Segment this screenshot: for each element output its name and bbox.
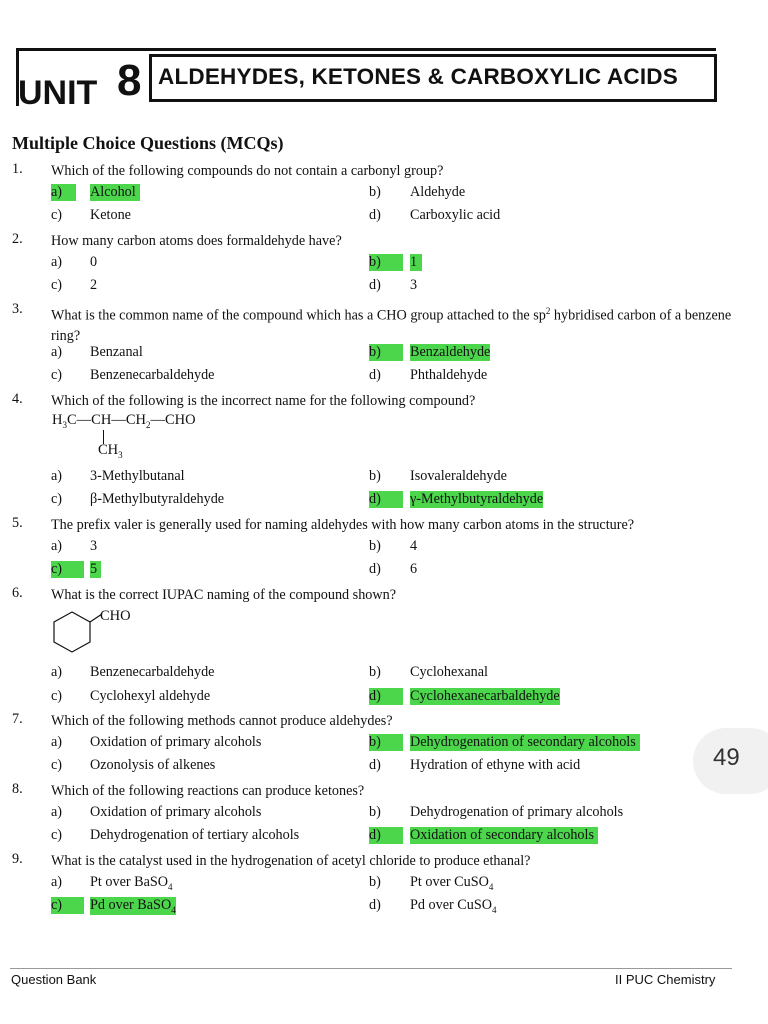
option-text: 4 xyxy=(410,538,418,554)
option-label: d) xyxy=(369,688,403,705)
question-number: 4. xyxy=(12,391,23,407)
option-text: β-Methylbutyraldehyde xyxy=(90,491,225,507)
option-label: c) xyxy=(51,207,63,223)
option-label: d) xyxy=(369,561,381,577)
option-label: a) xyxy=(51,664,63,680)
option-text: 3-Methylbutanal xyxy=(90,468,185,484)
option-text: Oxidation of secondary alcohols xyxy=(410,827,598,844)
unit-number: 8 xyxy=(117,56,142,105)
option-label: b) xyxy=(369,734,403,751)
question-text: Which of the following compounds do not contain a carbonyl group? xyxy=(51,163,444,179)
option-text: 3 xyxy=(90,538,98,554)
option-label: c) xyxy=(51,367,63,383)
footer-divider xyxy=(10,968,732,969)
option-label: c) xyxy=(51,491,63,507)
option-label: b) xyxy=(369,344,403,361)
option-label: a) xyxy=(51,734,63,750)
option-text: Ketone xyxy=(90,207,131,223)
option-text: Benzanal xyxy=(90,344,143,360)
option-text: Oxidation of primary alcohols xyxy=(90,804,262,820)
option-text: Cyclohexyl aldehyde xyxy=(90,688,211,704)
option-text: Pd over CuSO$_4$ xyxy=(410,897,497,915)
section-title: Multiple Choice Questions (MCQs) xyxy=(12,133,284,153)
option-label: a) xyxy=(51,874,63,890)
question-text: What is the correct IUPAC naming of the compound shown? xyxy=(51,587,397,603)
option-label: d) xyxy=(369,897,381,913)
question-text: Which of the following reactions can produce ketones? xyxy=(51,783,365,799)
option-text: Hydration of ethyne with acid xyxy=(410,757,581,773)
option-label: d) xyxy=(369,207,381,223)
page-number-badge: 49 xyxy=(693,728,768,794)
question-text: Which of the following is the incorrect name for the following compound? xyxy=(51,393,476,409)
option-text: 5 xyxy=(90,561,101,578)
option-label: a) xyxy=(51,804,63,820)
option-label: b) xyxy=(369,184,381,200)
option-text: Cyclohexanal xyxy=(410,664,489,680)
question-text: The prefix valer is generally used for naming aldehydes with how many carbon atoms in the structure? xyxy=(51,517,635,533)
chapter-title: ALDEHYDES, KETONES & CARBOXYLIC ACIDS xyxy=(158,64,678,89)
option-text: 0 xyxy=(90,254,98,270)
question-number: 8. xyxy=(12,781,23,797)
option-label: c) xyxy=(51,897,84,914)
option-text: Ozonolysis of alkenes xyxy=(90,757,216,773)
question-text: What is the catalyst used in the hydrogenation of acetyl chloride to produce ethanal? xyxy=(51,853,531,869)
option-text: Benzenecarbaldehyde xyxy=(90,664,215,680)
option-label: a) xyxy=(51,468,63,484)
option-label: b) xyxy=(369,804,381,820)
question-number: 9. xyxy=(12,851,23,867)
option-text: 3 xyxy=(410,277,418,293)
option-text: γ-Methylbutyraldehyde xyxy=(410,491,544,507)
option-text: Pd over BaSO$_4$ xyxy=(90,897,176,915)
option-label: b) xyxy=(369,664,381,680)
question-number: 7. xyxy=(12,711,23,727)
option-label: a) xyxy=(51,538,63,554)
option-text: Pt over CuSO$_4$ xyxy=(410,874,494,892)
option-text: 2 xyxy=(90,277,98,293)
option-label: b) xyxy=(369,538,381,554)
footer-left: Question Bank xyxy=(11,972,97,987)
option-text: Dehydrogenation of secondary alcohols xyxy=(410,734,640,751)
option-label: b) xyxy=(369,468,381,484)
option-text: 6 xyxy=(410,561,418,577)
methyl-group: $CH_3$ xyxy=(98,442,123,460)
option-text: Carboxylic acid xyxy=(410,207,501,223)
option-text: Cyclohexanecarbaldehyde xyxy=(410,688,560,704)
option-text: Pt over BaSO$_4$ xyxy=(90,874,173,892)
question-number: 2. xyxy=(12,231,23,247)
option-label: c) xyxy=(51,757,63,773)
option-label: d) xyxy=(369,491,403,508)
option-label: d) xyxy=(369,367,381,383)
question-text: What is the common name of the compound which has a CHO group attached to the $sp^2$ hybridised carbon of a benzene ring? xyxy=(51,306,732,344)
option-label: a) xyxy=(51,254,63,270)
option-label: c) xyxy=(51,827,63,843)
option-text: Oxidation of primary alcohols xyxy=(90,734,262,750)
question-text: How many carbon atoms does formaldehyde have? xyxy=(51,233,342,249)
option-text: 1 xyxy=(410,254,422,271)
question-number: 1. xyxy=(12,161,23,177)
option-label: a) xyxy=(51,344,63,360)
question-text: Which of the following methods cannot produce aldehydes? xyxy=(51,713,393,729)
option-text: Isovaleraldehyde xyxy=(410,468,507,484)
option-text: Dehydrogenation of primary alcohols xyxy=(410,804,624,820)
option-label: d) xyxy=(369,757,381,773)
option-text: Phthaldehyde xyxy=(410,367,488,383)
option-text: Benzaldehyde xyxy=(410,344,491,360)
structural-formula: $H_3C—CH—CH_2—CHO$ xyxy=(52,412,196,430)
unit-label: UNIT xyxy=(18,74,98,112)
option-label: b) xyxy=(369,254,403,271)
option-label: b) xyxy=(369,874,381,890)
question-number: 3. xyxy=(12,301,23,317)
option-label: c) xyxy=(51,688,63,704)
footer-right: II PUC Chemistry xyxy=(615,972,716,987)
option-label: d) xyxy=(369,827,403,844)
option-text: Alcohol xyxy=(90,184,140,201)
option-text: Dehydrogenation of tertiary alcohols xyxy=(90,827,300,843)
cho-group: CHO xyxy=(100,608,131,624)
question-number: 5. xyxy=(12,515,23,531)
option-label: d) xyxy=(369,277,381,293)
option-label: c) xyxy=(51,561,84,578)
option-text: Benzenecarbaldehyde xyxy=(90,367,215,383)
option-label: a) xyxy=(51,184,76,201)
option-label: c) xyxy=(51,277,63,293)
question-number: 6. xyxy=(12,585,23,601)
option-text: Aldehyde xyxy=(410,184,466,200)
